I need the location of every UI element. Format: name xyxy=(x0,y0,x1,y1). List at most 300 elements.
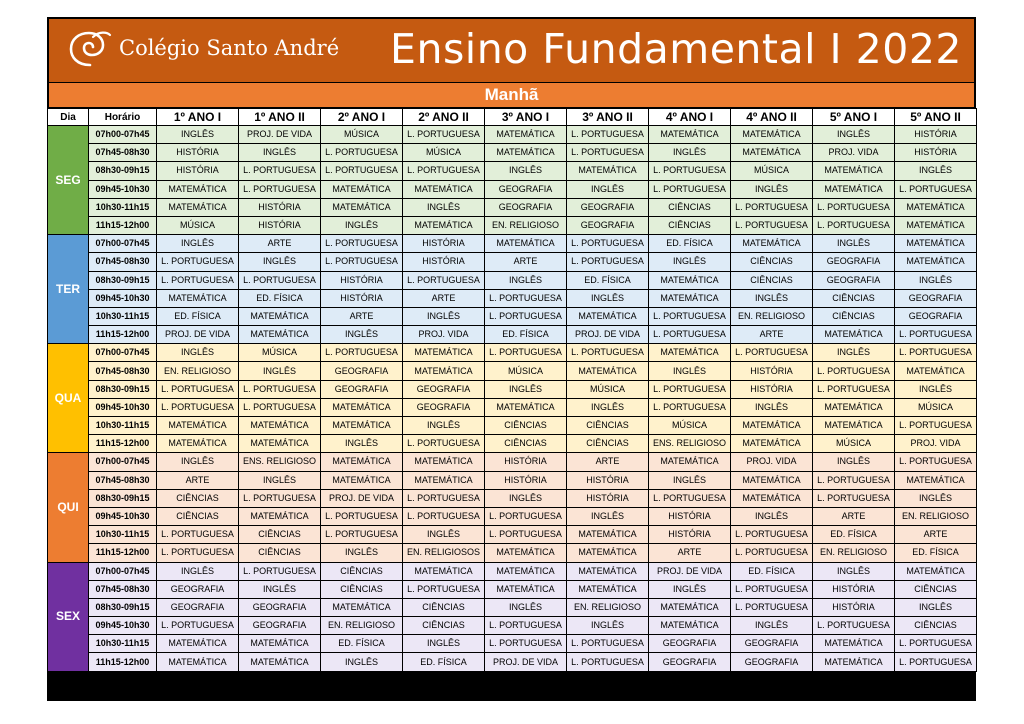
subject-cell: MATEMÁTICA xyxy=(157,180,239,198)
subject-cell: ARTE xyxy=(649,544,731,562)
table-row xyxy=(48,562,977,580)
subject-cell: HISTÓRIA xyxy=(813,598,895,616)
subject-cell: INGLÊS xyxy=(239,471,321,489)
time-slot: 07h00-07h45 xyxy=(89,562,157,580)
time-slot: 11h15-12h00 xyxy=(89,326,157,344)
time-slot: 07h00-07h45 xyxy=(89,344,157,362)
subject-cell: L. PORTUGUESA xyxy=(649,307,731,325)
subject-cell: L. PORTUGUESA xyxy=(321,526,403,544)
column-header-dia: Dia xyxy=(48,109,89,126)
subject-cell: GEOGRAFIA xyxy=(321,380,403,398)
table-row xyxy=(48,198,977,216)
subject-cell: INGLÊS xyxy=(649,253,731,271)
table-row xyxy=(48,471,977,489)
subject-cell: MATEMÁTICA xyxy=(403,180,485,198)
table-row xyxy=(48,126,977,144)
table-row xyxy=(48,344,977,362)
subject-cell: MATEMÁTICA xyxy=(157,653,239,671)
subject-cell: INGLÊS xyxy=(321,653,403,671)
subject-cell: ED. FÍSICA xyxy=(649,235,731,253)
subject-cell: MATEMÁTICA xyxy=(567,162,649,180)
subject-cell: MATEMÁTICA xyxy=(731,126,813,144)
subject-cell: L. PORTUGUESA xyxy=(731,344,813,362)
subject-cell: INGLÊS xyxy=(403,417,485,435)
subject-cell: HISTÓRIA xyxy=(567,471,649,489)
subject-cell: MATEMÁTICA xyxy=(813,162,895,180)
subject-cell: EN. RELIGIOSO xyxy=(813,544,895,562)
subject-cell: L. PORTUGUESA xyxy=(485,526,567,544)
subject-cell: L. PORTUGUESA xyxy=(239,271,321,289)
table-row xyxy=(48,289,977,307)
subject-cell: INGLÊS xyxy=(157,344,239,362)
subject-cell: L. PORTUGUESA xyxy=(239,489,321,507)
column-header-class: 3º ANO II xyxy=(567,109,649,126)
table-row xyxy=(48,580,977,598)
subject-cell: MATEMÁTICA xyxy=(239,653,321,671)
subject-cell: L. PORTUGUESA xyxy=(895,453,977,471)
subject-cell: EN. RELIGIOSO xyxy=(567,598,649,616)
subject-cell: L. PORTUGUESA xyxy=(485,307,567,325)
subject-cell: MATEMÁTICA xyxy=(239,507,321,525)
subject-cell: GEOGRAFIA xyxy=(239,598,321,616)
subject-cell: GEOGRAFIA xyxy=(649,653,731,671)
subject-cell: GEOGRAFIA xyxy=(485,180,567,198)
subject-cell: PROJ. VIDA xyxy=(895,435,977,453)
subject-cell: MATEMÁTICA xyxy=(403,362,485,380)
subject-cell: L. PORTUGUESA xyxy=(813,617,895,635)
subject-cell: PROJ. DE VIDA xyxy=(157,326,239,344)
subject-cell: GEOGRAFIA xyxy=(567,198,649,216)
subject-cell: MATEMÁTICA xyxy=(649,271,731,289)
subject-cell: INGLÊS xyxy=(731,507,813,525)
subject-cell: L. PORTUGUESA xyxy=(895,635,977,653)
subject-cell: INGLÊS xyxy=(895,380,977,398)
subject-cell: L. PORTUGUESA xyxy=(895,417,977,435)
subject-cell: ED. FÍSICA xyxy=(485,326,567,344)
subject-cell: MATEMÁTICA xyxy=(157,417,239,435)
subject-cell: L. PORTUGUESA xyxy=(239,562,321,580)
subject-cell: EN. RELIGIOSO xyxy=(157,362,239,380)
subject-cell: INGLÊS xyxy=(239,253,321,271)
subject-cell: INGLÊS xyxy=(485,162,567,180)
subject-cell: MATEMÁTICA xyxy=(485,235,567,253)
time-slot: 07h45-08h30 xyxy=(89,144,157,162)
time-slot: 09h45-10h30 xyxy=(89,507,157,525)
subject-cell: EN. RELIGIOSO xyxy=(321,617,403,635)
subject-cell: L. PORTUGUESA xyxy=(403,580,485,598)
subject-cell: L. PORTUGUESA xyxy=(157,544,239,562)
subject-cell: MATEMÁTICA xyxy=(895,216,977,234)
subject-cell: CIÊNCIAS xyxy=(649,198,731,216)
subject-cell: MATEMÁTICA xyxy=(649,344,731,362)
subject-cell: MATEMÁTICA xyxy=(813,398,895,416)
subject-cell: L. PORTUGUESA xyxy=(731,198,813,216)
subject-cell: MATEMÁTICA xyxy=(485,544,567,562)
subject-cell: HISTÓRIA xyxy=(239,216,321,234)
subject-cell: L. PORTUGUESA xyxy=(649,398,731,416)
subject-cell: INGLÊS xyxy=(813,453,895,471)
subject-cell: CIÊNCIAS xyxy=(731,253,813,271)
time-slot: 11h15-12h00 xyxy=(89,435,157,453)
table-row xyxy=(48,489,977,507)
subject-cell: ARTE xyxy=(813,507,895,525)
column-header-class: 2º ANO II xyxy=(403,109,485,126)
subject-cell: L. PORTUGUESA xyxy=(895,326,977,344)
subject-cell: MATEMÁTICA xyxy=(157,435,239,453)
time-slot: 07h45-08h30 xyxy=(89,580,157,598)
subject-cell: L. PORTUGUESA xyxy=(485,344,567,362)
subject-cell: MATEMÁTICA xyxy=(403,453,485,471)
subject-cell: GEOGRAFIA xyxy=(157,580,239,598)
time-slot: 08h30-09h15 xyxy=(89,380,157,398)
subject-cell: CIÊNCIAS xyxy=(321,562,403,580)
subject-cell: GEOGRAFIA xyxy=(157,598,239,616)
column-header-class: 1º ANO II xyxy=(239,109,321,126)
subject-cell: ENS. RELIGIOSO xyxy=(649,435,731,453)
subject-cell: MATEMÁTICA xyxy=(485,562,567,580)
subject-cell: MATEMÁTICA xyxy=(485,398,567,416)
subject-cell: L. PORTUGUESA xyxy=(813,471,895,489)
subject-cell: GEOGRAFIA xyxy=(895,289,977,307)
subject-cell: MÚSICA xyxy=(403,144,485,162)
subject-cell: L. PORTUGUESA xyxy=(321,144,403,162)
table-row xyxy=(48,380,977,398)
subject-cell: L. PORTUGUESA xyxy=(567,144,649,162)
subject-cell: L. PORTUGUESA xyxy=(239,380,321,398)
subject-cell: PROJ. DE VIDA xyxy=(321,489,403,507)
subject-cell: MÚSICA xyxy=(567,380,649,398)
subject-cell: L. PORTUGUESA xyxy=(403,507,485,525)
subject-cell: L. PORTUGUESA xyxy=(239,162,321,180)
table-row xyxy=(48,216,977,234)
subject-cell: PROJ. VIDA xyxy=(403,326,485,344)
subject-cell: INGLÊS xyxy=(813,126,895,144)
time-slot: 10h30-11h15 xyxy=(89,198,157,216)
subject-cell: L. PORTUGUESA xyxy=(567,653,649,671)
subject-cell: HISTÓRIA xyxy=(731,362,813,380)
subject-cell: MATEMÁTICA xyxy=(485,144,567,162)
subject-cell: MÚSICA xyxy=(157,216,239,234)
subject-cell: INGLÊS xyxy=(731,617,813,635)
subject-cell: MATEMÁTICA xyxy=(649,617,731,635)
subject-cell: INGLÊS xyxy=(157,126,239,144)
table-row xyxy=(48,635,977,653)
subject-cell: MATEMÁTICA xyxy=(321,198,403,216)
subject-cell: ARTE xyxy=(157,471,239,489)
column-header-horario: Horário xyxy=(89,109,157,126)
table-row xyxy=(48,180,977,198)
subject-cell: MATEMÁTICA xyxy=(403,562,485,580)
table-row xyxy=(48,526,977,544)
subject-cell: L. PORTUGUESA xyxy=(567,235,649,253)
subject-cell: MÚSICA xyxy=(813,435,895,453)
subject-cell: ARTE xyxy=(239,235,321,253)
time-slot: 10h30-11h15 xyxy=(89,307,157,325)
subject-cell: L. PORTUGUESA xyxy=(157,398,239,416)
time-slot: 07h00-07h45 xyxy=(89,126,157,144)
subject-cell: L. PORTUGUESA xyxy=(731,544,813,562)
time-slot: 08h30-09h15 xyxy=(89,489,157,507)
subject-cell: L. PORTUGUESA xyxy=(403,435,485,453)
subject-cell: GEOGRAFIA xyxy=(813,271,895,289)
subject-cell: INGLÊS xyxy=(239,362,321,380)
subject-cell: MATEMÁTICA xyxy=(239,326,321,344)
subject-cell: HISTÓRIA xyxy=(649,507,731,525)
subject-cell: ARTE xyxy=(731,326,813,344)
subject-cell: ARTE xyxy=(567,453,649,471)
subject-cell: MÚSICA xyxy=(649,417,731,435)
table-row xyxy=(48,144,977,162)
time-slot: 09h45-10h30 xyxy=(89,398,157,416)
subject-cell: INGLÊS xyxy=(649,362,731,380)
subject-cell: HISTÓRIA xyxy=(157,144,239,162)
subject-cell: L. PORTUGUESA xyxy=(649,489,731,507)
subject-cell: CIÊNCIAS xyxy=(403,617,485,635)
subject-cell: GEOGRAFIA xyxy=(567,216,649,234)
subject-cell: GEOGRAFIA xyxy=(813,253,895,271)
subject-cell: INGLÊS xyxy=(157,562,239,580)
subject-cell: MATEMÁTICA xyxy=(567,562,649,580)
schedule-table xyxy=(47,108,977,672)
table-row xyxy=(48,253,977,271)
subject-cell: PROJ. DE VIDA xyxy=(239,126,321,144)
subject-cell: MATEMÁTICA xyxy=(239,635,321,653)
schedule-sheet xyxy=(47,17,976,701)
subject-cell: MATEMÁTICA xyxy=(239,435,321,453)
table-row xyxy=(48,544,977,562)
subject-cell: INGLÊS xyxy=(403,526,485,544)
table-row xyxy=(48,326,977,344)
subject-cell: CIÊNCIAS xyxy=(157,507,239,525)
subject-cell: MATEMÁTICA xyxy=(731,489,813,507)
subject-cell: L. PORTUGUESA xyxy=(321,162,403,180)
subject-cell: INGLÊS xyxy=(567,617,649,635)
subject-cell: L. PORTUGUESA xyxy=(731,216,813,234)
subject-cell: L. PORTUGUESA xyxy=(239,180,321,198)
subject-cell: INGLÊS xyxy=(895,271,977,289)
subject-cell: ARTE xyxy=(321,307,403,325)
subject-cell: MATEMÁTICA xyxy=(239,417,321,435)
table-row xyxy=(48,598,977,616)
subject-cell: MÚSICA xyxy=(321,126,403,144)
subject-cell: L. PORTUGUESA xyxy=(895,180,977,198)
subject-cell: GEOGRAFIA xyxy=(649,635,731,653)
subject-cell: INGLÊS xyxy=(649,144,731,162)
subject-cell: L. PORTUGUESA xyxy=(813,489,895,507)
subject-cell: ED. FÍSICA xyxy=(239,289,321,307)
subject-cell: MATEMÁTICA xyxy=(895,362,977,380)
day-label: TER xyxy=(48,235,89,344)
subject-cell: MATEMÁTICA xyxy=(485,580,567,598)
column-header-class: 4º ANO I xyxy=(649,109,731,126)
subject-cell: CIÊNCIAS xyxy=(567,435,649,453)
school-name: Colégio Santo André xyxy=(119,36,340,60)
subject-cell: L. PORTUGUESA xyxy=(403,162,485,180)
time-slot: 08h30-09h15 xyxy=(89,271,157,289)
subject-cell: INGLÊS xyxy=(567,398,649,416)
table-row xyxy=(48,271,977,289)
subject-cell: CIÊNCIAS xyxy=(567,417,649,435)
table-row xyxy=(48,362,977,380)
time-slot: 10h30-11h15 xyxy=(89,635,157,653)
subject-cell: INGLÊS xyxy=(813,344,895,362)
header-row xyxy=(48,109,977,126)
subject-cell: L. PORTUGUESA xyxy=(403,489,485,507)
subject-cell: GEOGRAFIA xyxy=(731,653,813,671)
subject-cell: HISTÓRIA xyxy=(403,235,485,253)
column-header-class: 4º ANO II xyxy=(731,109,813,126)
subject-cell: ENS. RELIGIOSO xyxy=(239,453,321,471)
day-label: SEX xyxy=(48,562,89,671)
time-slot: 07h45-08h30 xyxy=(89,253,157,271)
subject-cell: L. PORTUGUESA xyxy=(567,126,649,144)
subject-cell: MATEMÁTICA xyxy=(567,580,649,598)
subject-cell: HISTÓRIA xyxy=(485,471,567,489)
subject-cell: INGLÊS xyxy=(895,598,977,616)
table-row xyxy=(48,398,977,416)
subject-cell: L. PORTUGUESA xyxy=(485,507,567,525)
subject-cell: L. PORTUGUESA xyxy=(403,271,485,289)
subject-cell: GEOGRAFIA xyxy=(403,398,485,416)
subject-cell: CIÊNCIAS xyxy=(731,271,813,289)
table-row xyxy=(48,235,977,253)
subject-cell: MATEMÁTICA xyxy=(567,307,649,325)
subject-cell: MATEMÁTICA xyxy=(321,417,403,435)
subject-cell: PROJ. DE VIDA xyxy=(567,326,649,344)
subject-cell: MÚSICA xyxy=(731,162,813,180)
subject-cell: EN. RELIGIOSOS xyxy=(403,544,485,562)
subject-cell: HISTÓRIA xyxy=(567,489,649,507)
subject-cell: MATEMÁTICA xyxy=(157,289,239,307)
subject-cell: HISTÓRIA xyxy=(731,380,813,398)
subject-cell: MATEMÁTICA xyxy=(403,344,485,362)
subject-cell: MATEMÁTICA xyxy=(321,598,403,616)
subject-cell: L. PORTUGUESA xyxy=(649,180,731,198)
subject-cell: ED. FÍSICA xyxy=(321,635,403,653)
time-slot: 07h00-07h45 xyxy=(89,235,157,253)
table-row xyxy=(48,162,977,180)
subject-cell: HISTÓRIA xyxy=(321,289,403,307)
column-header-class: 1º ANO I xyxy=(157,109,239,126)
subject-cell: CIÊNCIAS xyxy=(813,289,895,307)
subject-cell: MATEMÁTICA xyxy=(485,126,567,144)
subject-cell: ED. FÍSICA xyxy=(403,653,485,671)
subject-cell: MATEMÁTICA xyxy=(895,562,977,580)
column-header-class: 2º ANO I xyxy=(321,109,403,126)
subject-cell: MATEMÁTICA xyxy=(731,471,813,489)
subject-cell: L. PORTUGUESA xyxy=(157,253,239,271)
table-row xyxy=(48,653,977,671)
subject-cell: MÚSICA xyxy=(895,398,977,416)
subject-cell: MATEMÁTICA xyxy=(567,526,649,544)
day-label: QUI xyxy=(48,453,89,562)
column-header-class: 5º ANO II xyxy=(895,109,977,126)
subject-cell: L. PORTUGUESA xyxy=(157,526,239,544)
subject-cell: INGLÊS xyxy=(321,216,403,234)
subject-cell: ED. FÍSICA xyxy=(813,526,895,544)
subject-cell: L. PORTUGUESA xyxy=(649,162,731,180)
subject-cell: HISTÓRIA xyxy=(649,526,731,544)
subject-cell: MATEMÁTICA xyxy=(731,435,813,453)
table-row xyxy=(48,617,977,635)
subject-cell: INGLÊS xyxy=(813,235,895,253)
subject-cell: ED. FÍSICA xyxy=(895,544,977,562)
subject-cell: INGLÊS xyxy=(649,580,731,598)
subject-cell: INGLÊS xyxy=(321,326,403,344)
subject-cell: L. PORTUGUESA xyxy=(157,271,239,289)
subject-cell: ARTE xyxy=(485,253,567,271)
subject-cell: L. PORTUGUESA xyxy=(813,362,895,380)
subject-cell: GEOGRAFIA xyxy=(403,380,485,398)
subject-cell: L. PORTUGUESA xyxy=(485,635,567,653)
footer-bar xyxy=(47,676,976,701)
subject-cell: MATEMÁTICA xyxy=(403,471,485,489)
subject-cell: MATEMÁTICA xyxy=(895,471,977,489)
page-title: Ensino Fundamental I 2022 xyxy=(390,25,962,73)
subject-cell: EN. RELIGIOSO xyxy=(731,307,813,325)
subject-cell: INGLÊS xyxy=(567,289,649,307)
subject-cell: MATEMÁTICA xyxy=(403,216,485,234)
time-slot: 07h00-07h45 xyxy=(89,453,157,471)
subject-cell: INGLÊS xyxy=(649,471,731,489)
subject-cell: L. PORTUGUESA xyxy=(813,380,895,398)
day-label: SEG xyxy=(48,126,89,235)
subject-cell: ARTE xyxy=(895,526,977,544)
subject-cell: L. PORTUGUESA xyxy=(567,635,649,653)
subject-cell: MATEMÁTICA xyxy=(895,235,977,253)
subject-cell: HISTÓRIA xyxy=(895,144,977,162)
subject-cell: MÚSICA xyxy=(485,362,567,380)
subject-cell: L. PORTUGUESA xyxy=(731,580,813,598)
subject-cell: CIÊNCIAS xyxy=(485,417,567,435)
table-row xyxy=(48,307,977,325)
subject-cell: L. PORTUGUESA xyxy=(321,235,403,253)
subject-cell: L. PORTUGUESA xyxy=(813,216,895,234)
subject-cell: MATEMÁTICA xyxy=(649,598,731,616)
school-logo-icon xyxy=(67,29,113,69)
subject-cell: MATEMÁTICA xyxy=(813,326,895,344)
subject-cell: INGLÊS xyxy=(567,507,649,525)
subject-cell: MATEMÁTICA xyxy=(731,235,813,253)
subject-cell: INGLÊS xyxy=(895,489,977,507)
time-slot: 11h15-12h00 xyxy=(89,653,157,671)
subject-cell: L. PORTUGUESA xyxy=(567,344,649,362)
subject-cell: INGLÊS xyxy=(485,271,567,289)
subject-cell: L. PORTUGUESA xyxy=(321,507,403,525)
subject-cell: MATEMÁTICA xyxy=(731,144,813,162)
subject-cell: CIÊNCIAS xyxy=(157,489,239,507)
subject-cell: MATEMÁTICA xyxy=(895,198,977,216)
column-header-class: 5º ANO I xyxy=(813,109,895,126)
subject-cell: PROJ. DE VIDA xyxy=(485,653,567,671)
subject-cell: L. PORTUGUESA xyxy=(731,598,813,616)
subject-cell: L. PORTUGUESA xyxy=(403,126,485,144)
subject-cell: MATEMÁTICA xyxy=(895,253,977,271)
subject-cell: L. PORTUGUESA xyxy=(895,653,977,671)
subject-cell: ED. FÍSICA xyxy=(731,562,813,580)
subject-cell: EN. RELIGIOSO xyxy=(895,507,977,525)
subject-cell: INGLÊS xyxy=(403,198,485,216)
subject-cell: L. PORTUGUESA xyxy=(485,289,567,307)
time-slot: 09h45-10h30 xyxy=(89,617,157,635)
subject-cell: PROJ. VIDA xyxy=(731,453,813,471)
time-slot: 10h30-11h15 xyxy=(89,417,157,435)
subject-cell: MATEMÁTICA xyxy=(321,398,403,416)
day-label: QUA xyxy=(48,344,89,453)
subject-cell: HISTÓRIA xyxy=(157,162,239,180)
subject-cell: INGLÊS xyxy=(321,544,403,562)
subject-cell: CIÊNCIAS xyxy=(239,544,321,562)
